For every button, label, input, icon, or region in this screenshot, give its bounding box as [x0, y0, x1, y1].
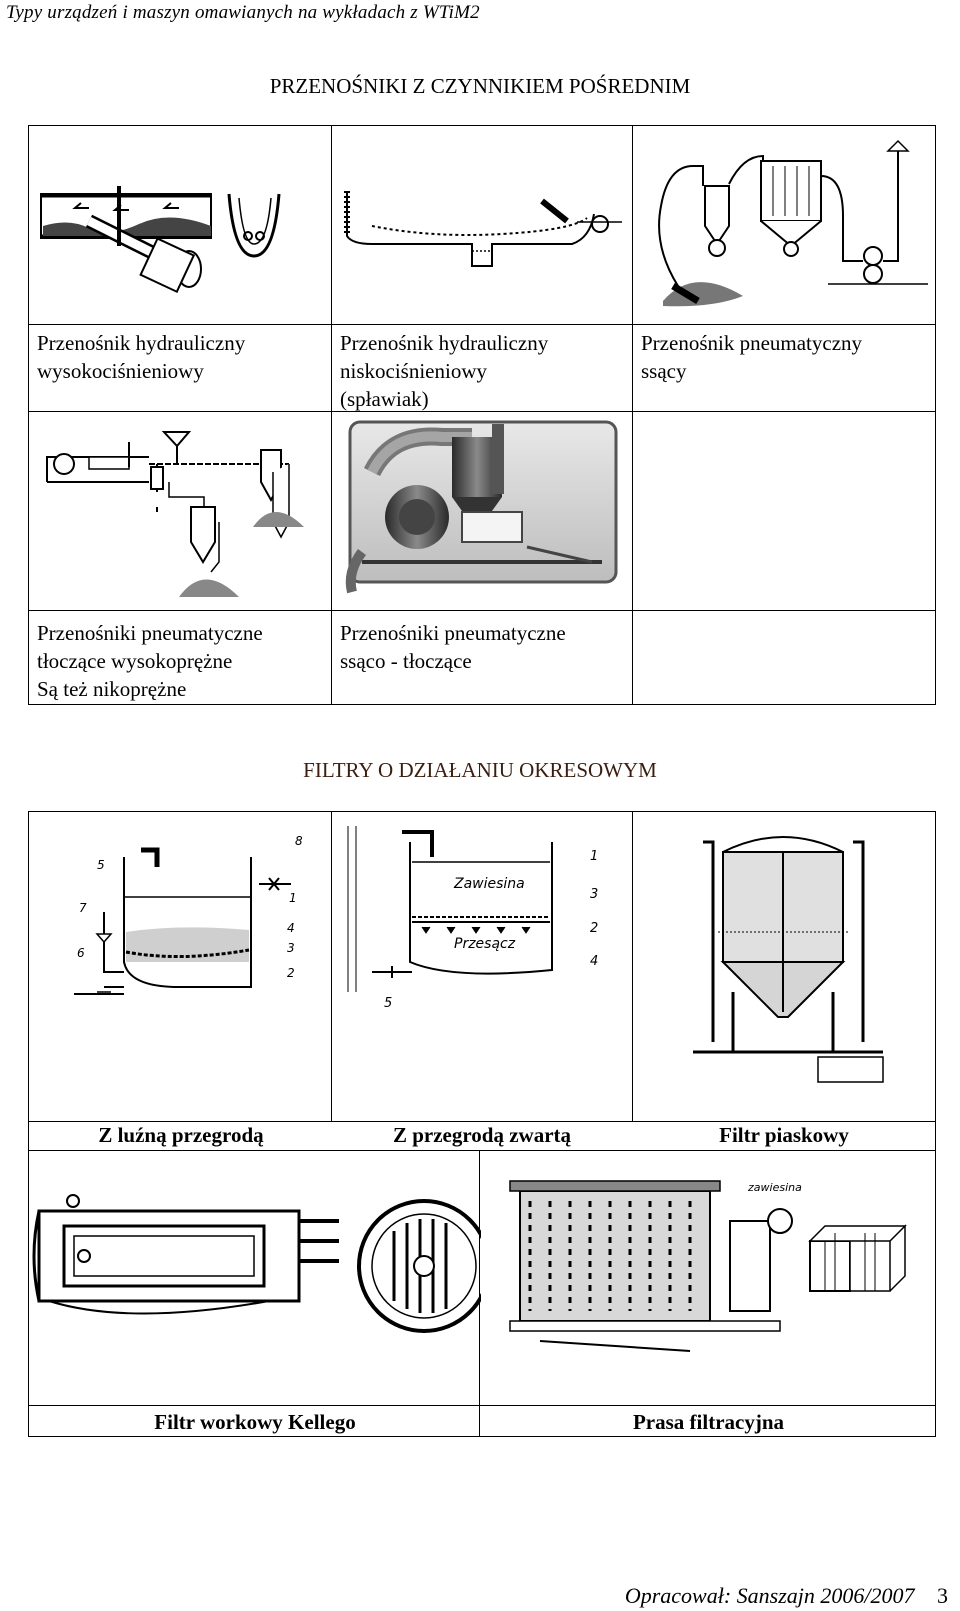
image-cell-loose-filter: [28, 811, 332, 1122]
diagram-label: 5: [97, 858, 105, 872]
diagram-label: 7: [79, 901, 87, 915]
image-cell-pneumatic-pressure: [28, 411, 332, 611]
diagram-label: 3: [590, 887, 599, 902]
caption-line: Przenośniki pneumatyczne: [37, 621, 263, 645]
diagram-label: 3: [287, 941, 295, 955]
pneumatic-suction-pressure-photo: [332, 412, 632, 612]
image-cell-filter-press: [479, 1150, 936, 1406]
filter-label-loose: Z luźną przegrodą: [98, 1123, 264, 1147]
image-cell-pneumatic-suction-pressure: [331, 411, 633, 611]
section-title-filters: FILTRY O DZIAŁANIU OKRESOWYM: [303, 758, 657, 782]
diagram-label: 8: [295, 834, 303, 848]
diagram-label: Zawiesina: [454, 876, 525, 892]
filter-label-kelly: Filtr workowy Kellego: [154, 1410, 356, 1434]
caption-line: tłoczące wysokoprężne: [37, 649, 233, 673]
image-cell-sand-filter: [632, 811, 936, 1122]
image-cell-closed-filter: [331, 811, 633, 1122]
sand-filter-diagram: [633, 812, 937, 1123]
image-cell-empty: [632, 411, 936, 611]
caption-cell-hydraulic-high: [28, 324, 332, 412]
filter-label-sand: Filtr piaskowy: [719, 1123, 849, 1147]
caption-cell-pneumatic-suction-pressure: [331, 610, 633, 705]
diagram-label: 5: [384, 996, 393, 1011]
hydraulic-high-pressure-diagram: [29, 126, 329, 326]
caption-cell-hydraulic-low: [331, 324, 633, 412]
document-header: Typy urządzeń i maszyn omawianych na wykładach z WTiM2: [6, 2, 480, 23]
caption-cell-pneumatic-pressure: [28, 610, 332, 705]
label-cell-sand: [632, 1121, 936, 1151]
caption-line: Przenośniki pneumatyczne: [340, 621, 566, 645]
caption-line: Przenośnik hydrauliczny: [37, 331, 246, 355]
label-cell-loose: [28, 1121, 332, 1151]
section-title-conveyors: PRZENOŚNIKI Z CZYNNIKIEM POŚREDNIM: [269, 74, 691, 98]
caption-line: (spławiak): [340, 387, 429, 411]
label-cell-kelly: [28, 1405, 480, 1437]
pneumatic-pressure-diagram: [29, 412, 329, 612]
page-number: 3: [937, 1583, 948, 1608]
document-footer: [625, 1583, 948, 1609]
label-cell-press: [479, 1405, 936, 1437]
loose-partition-filter-diagram: [29, 812, 333, 1123]
caption-line: niskociśnieniowy: [340, 359, 487, 383]
diagram-label: 1: [590, 849, 599, 864]
caption-line: ssąco - tłoczące: [340, 649, 472, 673]
diagram-label: 2: [287, 966, 295, 980]
caption-line: ssący: [641, 359, 687, 383]
filter-label-press: Prasa filtracyjna: [632, 1410, 785, 1434]
caption-line: wysokociśnieniowy: [37, 359, 204, 383]
caption-line: Przenośnik pneumatyczny: [641, 331, 863, 355]
diagram-label: zawiesina: [748, 1181, 802, 1194]
kelly-bag-filter-diagram: [29, 1151, 481, 1407]
diagram-label: 4: [287, 921, 295, 935]
image-cell-pneumatic-suction: [632, 125, 936, 325]
image-cell-hydraulic-high: [28, 125, 332, 325]
caption-line: Przenośnik hydrauliczny: [340, 331, 549, 355]
image-cell-hydraulic-low: [331, 125, 633, 325]
pneumatic-suction-diagram: [633, 126, 933, 326]
footer-author: Opracował: Sanszajn 2006/2007: [624, 1583, 915, 1608]
diagram-label: Przesącz: [454, 936, 516, 952]
diagram-label: 2: [590, 921, 599, 936]
closed-partition-filter-diagram: [332, 812, 634, 1123]
filter-press-diagram: [480, 1151, 937, 1407]
caption-cell-empty: [632, 610, 936, 705]
image-cell-kelly-filter: [28, 1150, 480, 1406]
filter-label-closed: Z przegrodą zwartą: [392, 1123, 572, 1147]
caption-cell-pneumatic-suction: [632, 324, 936, 412]
caption-line: Są też nikoprężne: [37, 677, 187, 701]
diagram-label: 6: [77, 946, 85, 960]
label-cell-closed: [331, 1121, 633, 1151]
diagram-label: 4: [590, 954, 599, 969]
diagram-label: 1: [289, 891, 297, 905]
hydraulic-low-pressure-diagram: [332, 126, 632, 326]
